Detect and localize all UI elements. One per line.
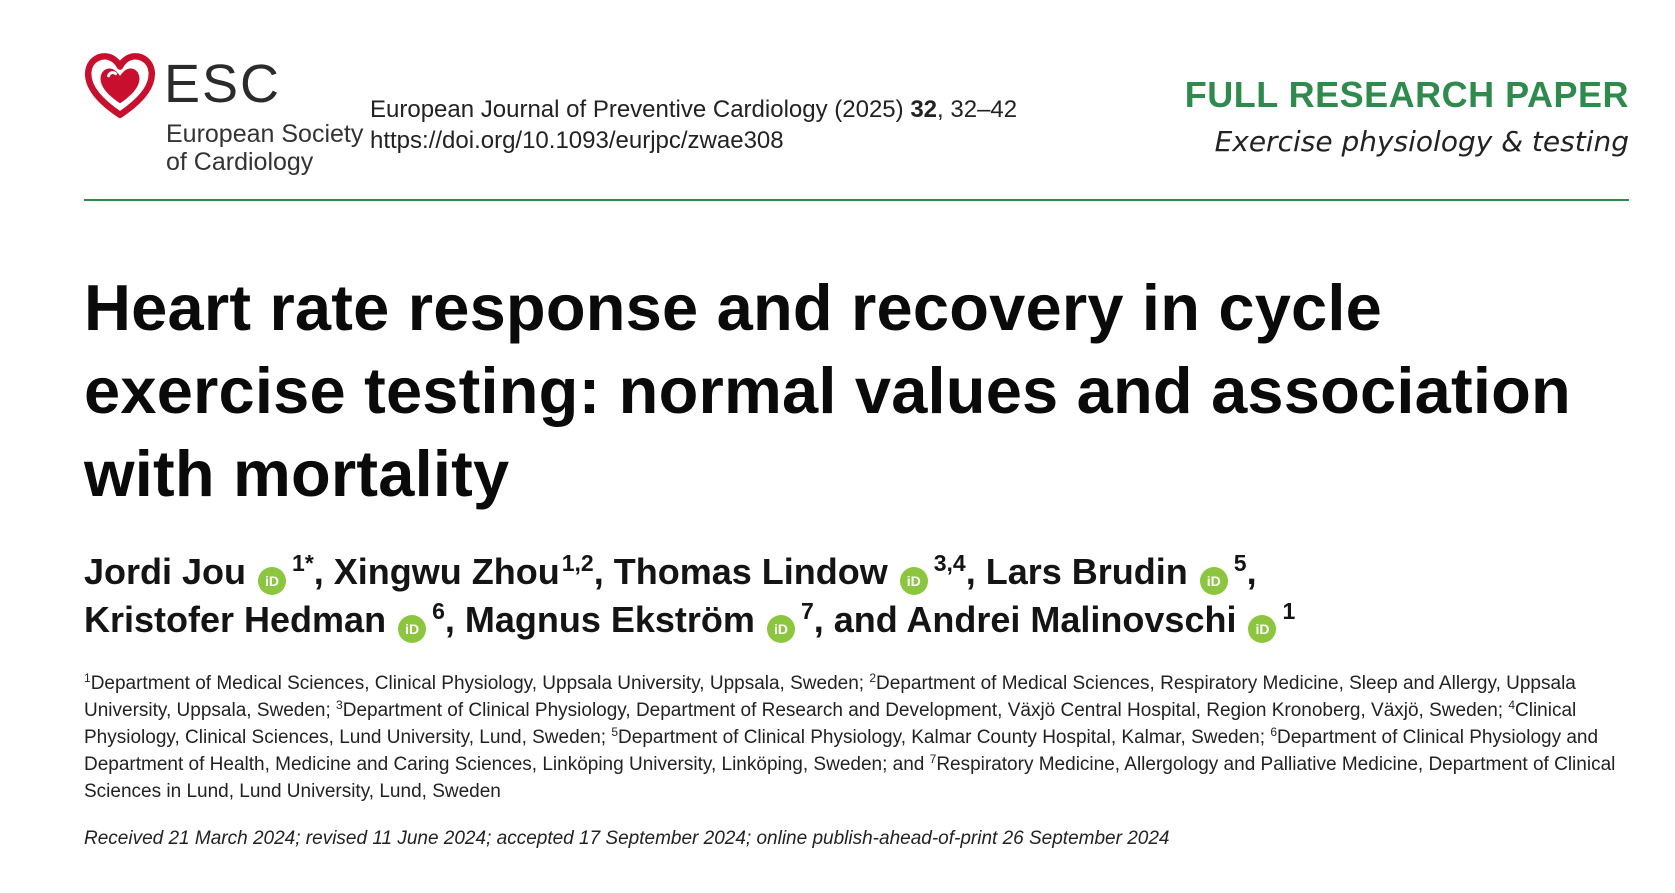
author-list <box>84 548 1644 644</box>
author[interactable] <box>84 551 314 592</box>
publication-dates: Received 21 March 2024; revised 11 June 2024; accepted 17 September 2024; online publish-ahead-of-print 26 September 2024 <box>84 828 1170 849</box>
paper-type-label: FULL RESEARCH PAPER <box>1184 74 1629 115</box>
affiliation-number: 2 <box>869 671 877 685</box>
author[interactable] <box>334 551 594 592</box>
orcid-icon[interactable]: iD <box>767 615 795 643</box>
orcid-icon[interactable]: iD <box>398 615 426 643</box>
article-title: Heart rate response and recovery in cycle exercise testing: normal values and association with mortality <box>84 271 1571 510</box>
journal-name: European Journal of Preventive Cardiology (2025) <box>370 96 904 123</box>
journal-pages: , 32–42 <box>937 96 1018 123</box>
author-separator: , <box>1246 551 1257 592</box>
journal-reference <box>370 94 1017 125</box>
affiliation-number: 3 <box>336 698 343 712</box>
author-name: Magnus Ekström <box>464 599 755 640</box>
author-name: Andrei Malinovschi <box>906 599 1237 640</box>
affiliation <box>84 673 869 694</box>
author-affiliation-marker: 1,2 <box>561 550 594 576</box>
author-affiliation-marker: 7 <box>800 598 814 624</box>
affiliation <box>336 700 1508 721</box>
affiliation-text: Respiratory Medicine, Allergology and Palliative Medicine, Department of Clinical Sciences in Lund, Lund University, Lund, Sweden <box>84 754 1616 802</box>
affiliation-text: Department of Clinical Physiology, Department of Research and Development, Växjö Central Hospital, Region Kronoberg, Växjö, Sweden; <box>342 700 1509 721</box>
esc-logo-text: ESC <box>164 54 282 114</box>
author[interactable] <box>986 551 1247 592</box>
author-name: Lars Brudin <box>985 551 1188 592</box>
author-affiliation-marker: 1* <box>292 550 314 576</box>
affiliation-text: Department of Medical Sciences, Clinical Physiology, Uppsala University, Uppsala, Sweden; <box>90 673 870 694</box>
society-name-line-2: of Cardiology <box>166 148 314 176</box>
author-name: Jordi Jou <box>84 551 247 592</box>
orcid-icon[interactable]: iD <box>258 567 286 595</box>
society-name <box>166 120 363 176</box>
author-separator: , <box>444 599 465 640</box>
society-name-line-1: European Society <box>166 120 364 148</box>
orcid-icon[interactable]: iD <box>1200 567 1228 595</box>
orcid-icon[interactable]: iD <box>900 567 928 595</box>
paper-type-block <box>1185 74 1629 162</box>
affiliation-number: 1 <box>84 671 91 685</box>
affiliation-text: Clinical Physiology, Clinical Sciences, Lund University, Lund, Sweden; <box>84 700 1577 748</box>
orcid-icon[interactable]: iD <box>1248 615 1276 643</box>
affiliations <box>84 670 1634 805</box>
author-separator: , and <box>813 599 907 640</box>
esc-heart-logo-icon <box>84 50 156 122</box>
author-affiliation-marker: 3,4 <box>933 550 966 576</box>
section-label: Exercise physiology & testing <box>1214 125 1629 158</box>
affiliation-text: Department of Clinical Physiology and Department of Health, Medicine and Caring Sciences, Linköping University, Linköping, Sweden; and <box>84 727 1599 775</box>
journal-volume: 32 <box>910 96 938 123</box>
header-divider <box>84 199 1629 201</box>
affiliation-text: Department of Clinical Physiology, Kalmar County Hospital, Kalmar, Sweden; <box>618 727 1271 748</box>
affiliation-number: 6 <box>1270 725 1277 739</box>
author-affiliation-marker: 6 <box>432 598 445 624</box>
author[interactable] <box>906 599 1295 640</box>
author-name: Thomas Lindow <box>613 551 888 592</box>
author-separator: , <box>593 551 614 592</box>
affiliation-number: 5 <box>611 725 619 739</box>
affiliation-text: Department of Medical Sciences, Respiratory Medicine, Sleep and Allergy, Uppsala University, Uppsala, Sweden; <box>84 673 1576 721</box>
doi-link[interactable]: https://doi.org/10.1093/eurjpc/zwae308 <box>370 127 784 154</box>
author[interactable] <box>465 599 814 640</box>
author-separator: , <box>313 551 334 592</box>
author-name: Xingwu Zhou <box>333 551 560 592</box>
author-separator: , <box>965 551 986 592</box>
author[interactable] <box>84 599 445 640</box>
author[interactable] <box>614 551 966 592</box>
author-affiliation-marker: 1 <box>1282 598 1296 624</box>
journal-citation <box>370 94 1017 156</box>
author-affiliation-marker: 5 <box>1233 550 1247 576</box>
affiliation-number: 4 <box>1508 698 1516 712</box>
affiliation <box>611 727 1270 748</box>
affiliation-number: 7 <box>929 752 937 766</box>
author-name: Kristofer Hedman <box>84 599 387 640</box>
